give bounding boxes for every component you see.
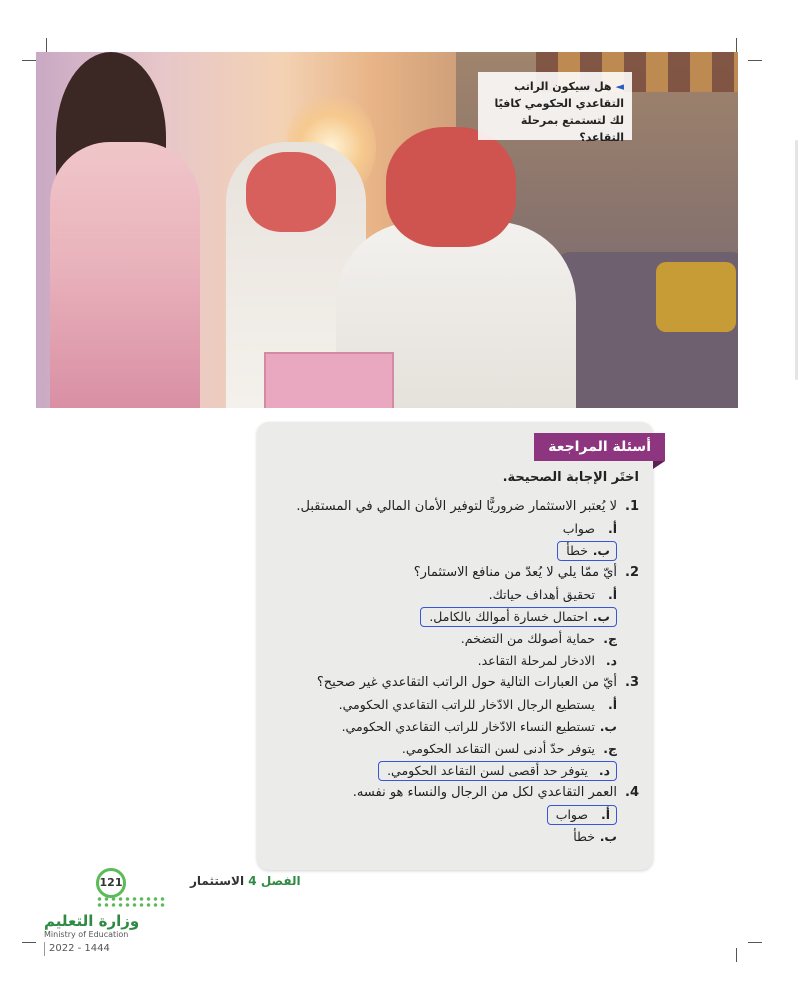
- answer-option[interactable]: [267, 584, 639, 606]
- chapter-footer: [190, 874, 301, 888]
- answer-option[interactable]: [267, 606, 639, 628]
- option-text: خطأ: [566, 543, 588, 558]
- question-text: أيّ ممّا يلي لا يُعدّ من منافع الاستثمار؟: [413, 565, 617, 580]
- answer-option[interactable]: [267, 716, 639, 738]
- answer-option[interactable]: [267, 650, 639, 672]
- answer-option[interactable]: [267, 518, 639, 540]
- option-text: الادخار لمرحلة التقاعد.: [477, 653, 595, 668]
- crop-mark: [22, 60, 36, 61]
- option-text: تحقيق أهداف حياتك.: [488, 587, 595, 602]
- crop-mark: [736, 38, 737, 52]
- question-number: 1.: [625, 499, 639, 514]
- question-text: أيّ من العبارات التالية حول الراتب التقاعدي غير صحيح؟: [316, 675, 617, 690]
- option-text: يتوفر حد أقصى لسن التقاعد الحكومي.: [387, 763, 588, 778]
- answer-box: [478, 653, 617, 668]
- question-number: 3.: [625, 675, 639, 690]
- option-letter: ج.: [603, 741, 617, 756]
- option-text: صواب: [555, 807, 588, 822]
- selected-answer-box: [557, 541, 617, 561]
- option-letter: ب.: [599, 719, 617, 734]
- question-2: [267, 562, 639, 584]
- option-text: تستطيع النساء الادّخار للراتب التقاعدي الحكومي.: [341, 719, 595, 734]
- answer-box: [563, 521, 617, 536]
- answer-box: [489, 587, 617, 602]
- answer-option[interactable]: [267, 694, 639, 716]
- caption-pointer-icon: ◄: [615, 80, 624, 93]
- option-text: يستطيع الرجال الادّخار للراتب التقاعدي الحكومي.: [338, 697, 595, 712]
- crop-mark: [748, 60, 762, 61]
- photo-caption: ◄هل سيكون الراتب التقاعدي الحكومي كافيًا لك لتستمتع بمرحلة التقاعد؟: [478, 72, 632, 140]
- selected-answer-box: [420, 607, 617, 627]
- option-text: يتوفر حدّ أدنى لسن التقاعد الحكومي.: [401, 741, 595, 756]
- answer-option[interactable]: [267, 804, 639, 826]
- option-letter: ج.: [603, 631, 617, 646]
- option-letter: ب.: [592, 543, 610, 558]
- answer-option[interactable]: [267, 826, 639, 848]
- crop-mark: [748, 942, 762, 943]
- question-4: [267, 782, 639, 804]
- answer-box: [339, 697, 617, 712]
- option-text: احتمال خسارة أموالك بالكامل.: [429, 609, 588, 624]
- question-1: [267, 496, 639, 518]
- question-number: 4.: [625, 785, 639, 800]
- option-text: صواب: [562, 521, 595, 536]
- question-text: العمر التقاعدي لكل من الرجال والنساء هو نفسه.: [352, 785, 617, 800]
- review-content: [267, 466, 639, 848]
- family-celebration-photo: [36, 52, 738, 408]
- answer-option[interactable]: [267, 628, 639, 650]
- question-3: [267, 672, 639, 694]
- gift-box: [264, 352, 394, 408]
- edition-year: 2022 - 1444: [44, 942, 139, 956]
- page-number: 121: [96, 868, 126, 898]
- option-letter: أ.: [607, 697, 617, 712]
- crop-mark: [22, 942, 36, 943]
- page-edge-line: [795, 140, 798, 380]
- option-letter: د.: [605, 653, 617, 668]
- selected-answer-box: [547, 805, 617, 825]
- answer-box: [461, 631, 617, 646]
- option-letter: ب.: [592, 609, 610, 624]
- answer-option[interactable]: [267, 540, 639, 562]
- answer-option[interactable]: [267, 760, 639, 782]
- answer-box: [342, 719, 617, 734]
- chapter-number: 4: [248, 874, 257, 888]
- ministry-name-en: Ministry of Education: [44, 930, 129, 939]
- option-letter: أ.: [600, 807, 610, 822]
- answer-option[interactable]: [267, 738, 639, 760]
- review-questions-box: [257, 422, 653, 870]
- decorative-dots: [96, 896, 166, 908]
- option-letter: أ.: [607, 587, 617, 602]
- question-text: لا يُعتبر الاستثمار ضروريًّا لتوفير الأمان المالي في المستقبل.: [296, 499, 617, 514]
- option-letter: أ.: [607, 521, 617, 536]
- option-text: خطأ: [573, 829, 595, 844]
- chapter-label: الفصل: [260, 874, 301, 888]
- ministry-logo: [44, 912, 139, 956]
- option-letter: ب.: [599, 829, 617, 844]
- review-title: أسئلة المراجعة: [534, 433, 665, 461]
- question-number: 2.: [625, 565, 639, 580]
- instruction: اختَر الإجابة الصحيحة.: [502, 470, 639, 485]
- ministry-name-ar: وزارة التعليم: [44, 912, 140, 930]
- answer-box: [573, 829, 617, 844]
- crop-mark: [46, 38, 47, 52]
- option-letter: د.: [598, 763, 610, 778]
- answer-box: [402, 741, 617, 756]
- selected-answer-box: [378, 761, 617, 781]
- option-text: حماية أصولك من التضخم.: [460, 631, 595, 646]
- chapter-title: الاستثمار: [190, 874, 245, 888]
- crop-mark: [736, 948, 737, 962]
